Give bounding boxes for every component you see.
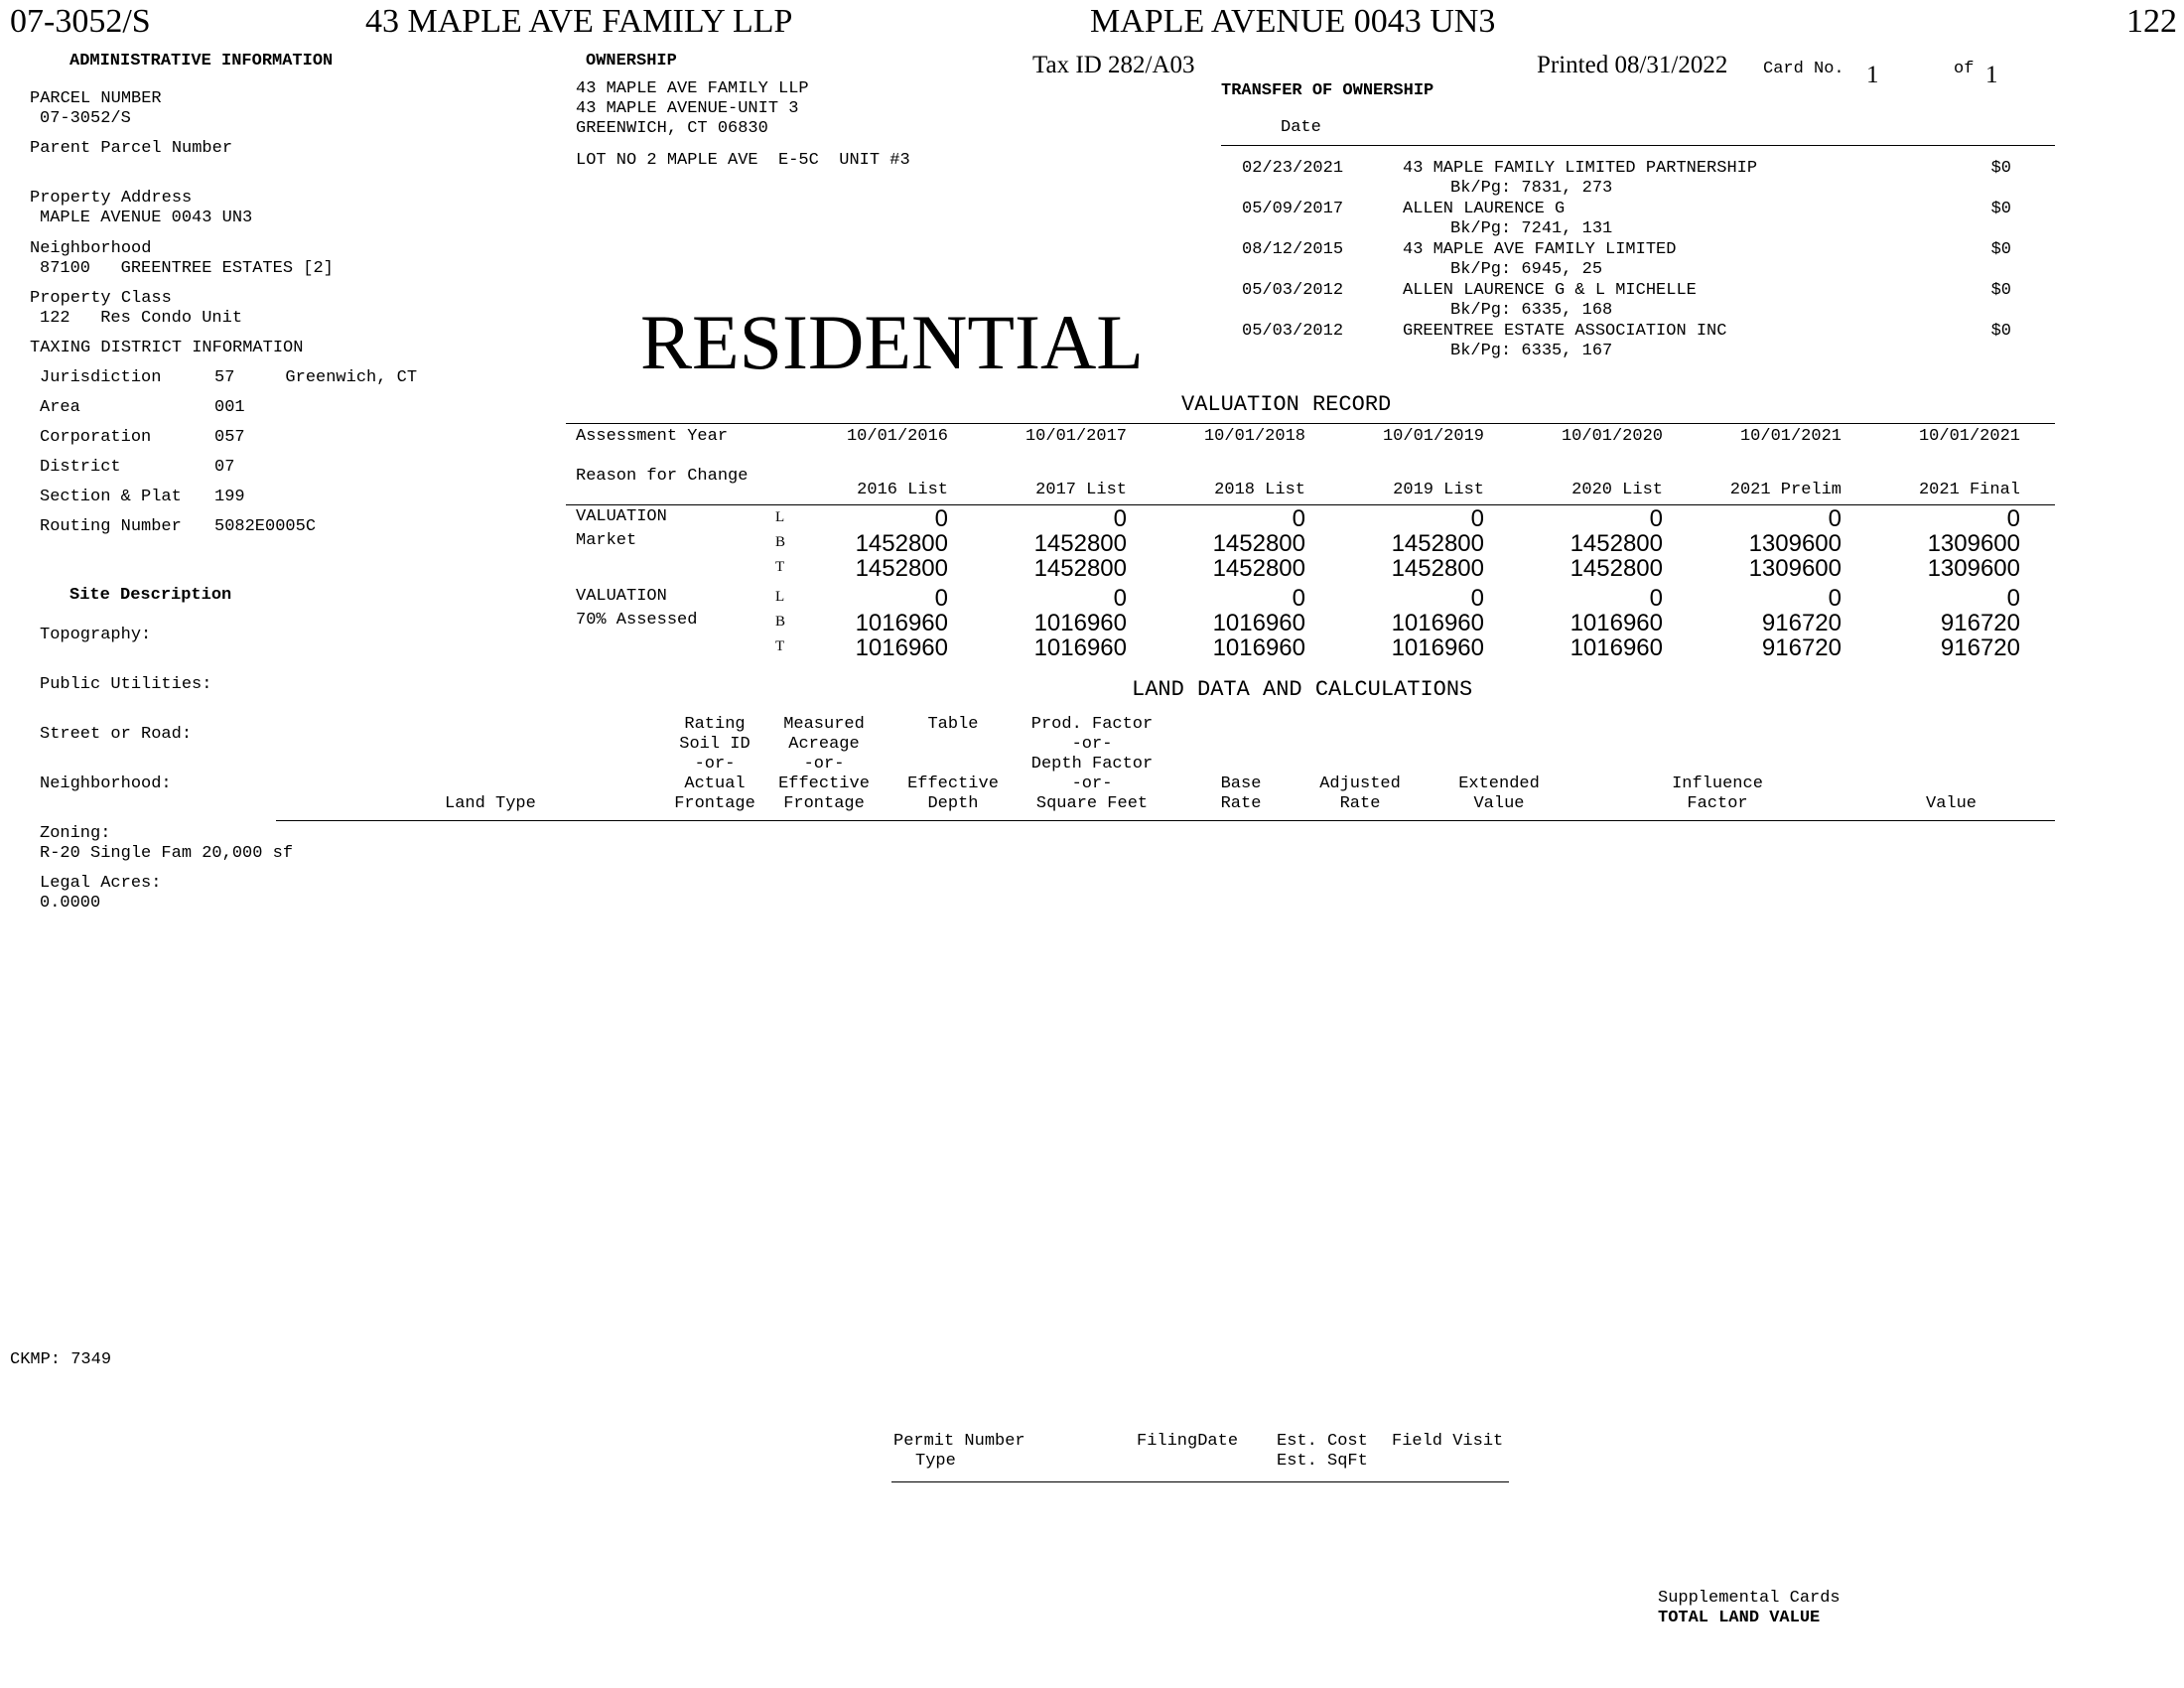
- col-prod-factor: Prod. Factor -or- Depth Factor -or- Square Feet: [1030, 715, 1154, 813]
- market-label-2: Market: [576, 531, 637, 550]
- property-type-heading: RESIDENTIAL: [640, 299, 1144, 385]
- market-value-b: 1452800: [855, 530, 948, 557]
- col-measured-acreage: Measured Acreage -or- Effective Frontage: [778, 715, 870, 813]
- assessed-label-1: VALUATION: [576, 587, 667, 606]
- reason-for-change: 2019 List: [1393, 481, 1484, 499]
- transfer-grantee: ALLEN LAURENCE G: [1403, 200, 1566, 218]
- of-label: of: [1954, 60, 1975, 78]
- district-label: District: [40, 458, 121, 477]
- owner-line-2: 43 MAPLE AVENUE-UNIT 3: [576, 99, 799, 118]
- reason-for-change: 2021 Final: [1918, 481, 2020, 499]
- row-code-b: B: [775, 614, 786, 630]
- tax-id: Tax ID 282/A03: [1032, 52, 1195, 78]
- transfer-date: 08/12/2015: [1242, 240, 1344, 259]
- market-value-l: 0: [2006, 505, 2020, 532]
- assessed-value-b: 916720: [1940, 610, 2020, 636]
- assessed-value-t: 916720: [1940, 634, 2020, 661]
- property-address: MAPLE AVENUE 0043 UN3: [40, 209, 253, 227]
- card-number: 1: [1866, 62, 1879, 88]
- transfer-title: TRANSFER OF OWNERSHIP: [1221, 81, 1434, 100]
- assessed-value-t: 1016960: [1570, 634, 1663, 661]
- area-label: Area: [40, 398, 80, 417]
- public-utilities-label: Public Utilities:: [40, 675, 212, 694]
- market-value-b: 1309600: [1927, 530, 2020, 557]
- land-data-title: LAND DATA AND CALCULATIONS: [1132, 677, 1473, 702]
- transfer-date: 05/03/2012: [1242, 322, 1344, 341]
- ownership-title: OWNERSHIP: [586, 52, 677, 70]
- col-effective-depth: Table Effective Depth: [907, 715, 999, 813]
- col-value: Value: [1926, 794, 1978, 813]
- page-code: 122: [2126, 3, 2177, 40]
- street-road-label: Street or Road:: [40, 725, 193, 744]
- property-address-label: Property Address: [30, 189, 193, 208]
- transfer-amount: $0: [1990, 240, 2011, 259]
- transfer-grantee: GREENTREE ESTATE ASSOCIATION INC: [1403, 322, 1727, 341]
- assessment-year: 10/01/2019: [1382, 427, 1484, 446]
- parcel-number: 07-3052/S: [40, 109, 131, 128]
- assessed-value-l: 0: [1828, 585, 1842, 612]
- jurisdiction-label: Jurisdiction: [40, 368, 162, 387]
- market-value-l: 0: [1292, 505, 1305, 532]
- parcel-number-label: PARCEL NUMBER: [30, 89, 162, 108]
- site-description-title: Site Description: [69, 586, 232, 605]
- zoning-value: R-20 Single Fam 20,000 sf: [40, 844, 294, 863]
- assessed-value-t: 916720: [1761, 634, 1842, 661]
- permit-header-rule: [891, 1481, 1509, 1482]
- taxing-district-title: TAXING DISTRICT INFORMATION: [30, 339, 304, 357]
- market-value-l: 0: [1470, 505, 1484, 532]
- card-total: 1: [1985, 62, 1998, 88]
- transfer-amount: $0: [1990, 281, 2011, 300]
- corporation-label: Corporation: [40, 428, 152, 447]
- neighborhood-label: Neighborhood: [30, 239, 152, 258]
- property-class-label: Property Class: [30, 289, 172, 308]
- filing-date-label: FilingDate: [1137, 1432, 1239, 1451]
- transfer-book-page: Bk/Pg: 7831, 273: [1450, 179, 1613, 198]
- assessed-value-l: 0: [934, 585, 948, 612]
- neighborhood-value: 87100 GREENTREE ESTATES [2]: [40, 259, 334, 278]
- permit-number-label: Permit Number: [893, 1432, 1025, 1451]
- reason-for-change: 2018 List: [1214, 481, 1305, 499]
- market-value-l: 0: [1113, 505, 1127, 532]
- assessed-value-b: 916720: [1761, 610, 1842, 636]
- routing-number-value: 5082E0005C: [214, 517, 317, 536]
- transfer-date: 05/09/2017: [1242, 200, 1344, 218]
- col-adjusted-rate: Adjusted Rate: [1319, 774, 1401, 813]
- jurisdiction-value: 57 Greenwich, CT: [214, 368, 418, 387]
- reason-for-change: 2021 Prelim: [1729, 481, 1842, 499]
- assessed-value-l: 0: [1470, 585, 1484, 612]
- property-header: MAPLE AVENUE 0043 UN3: [1090, 3, 1496, 40]
- assessed-value-b: 1016960: [1033, 610, 1127, 636]
- row-code-l: L: [775, 509, 785, 525]
- market-value-b: 1452800: [1570, 530, 1663, 557]
- transfer-book-page: Bk/Pg: 6945, 25: [1450, 260, 1603, 279]
- topography-label: Topography:: [40, 626, 152, 644]
- transfer-grantee: 43 MAPLE FAMILY LIMITED PARTNERSHIP: [1403, 159, 1758, 178]
- supplemental-cards-label: Supplemental Cards: [1658, 1589, 1841, 1608]
- assessed-value-t: 1016960: [1391, 634, 1484, 661]
- assessment-year: 10/01/2018: [1203, 427, 1305, 446]
- owner-line-3: GREENWICH, CT 06830: [576, 119, 768, 138]
- assessed-value-b: 1016960: [1391, 610, 1484, 636]
- market-value-b: 1452800: [1212, 530, 1305, 557]
- permit-type-label: Type: [915, 1452, 956, 1471]
- parcel-id-header: 07-3052/S: [10, 3, 151, 40]
- market-value-t: 1309600: [1748, 555, 1842, 582]
- assessment-year: 10/01/2021: [1739, 427, 1842, 446]
- transfer-header-rule: [1221, 145, 2055, 146]
- transfer-grantee: ALLEN LAURENCE G & L MICHELLE: [1403, 281, 1697, 300]
- market-value-t: 1452800: [1570, 555, 1663, 582]
- assessed-value-l: 0: [2006, 585, 2020, 612]
- col-rating-soil: Rating Soil ID -or- Actual Frontage: [674, 715, 755, 813]
- legal-acres-value: 0.0000: [40, 894, 101, 913]
- col-extended-value: Extended Value: [1458, 774, 1540, 813]
- assessed-value-l: 0: [1292, 585, 1305, 612]
- total-land-value-label: TOTAL LAND VALUE: [1658, 1609, 1821, 1627]
- market-value-t: 1309600: [1927, 555, 2020, 582]
- assessment-year: 10/01/2016: [846, 427, 948, 446]
- assessed-label-2: 70% Assessed: [576, 611, 698, 630]
- assessment-year: 10/01/2020: [1561, 427, 1663, 446]
- admin-title: ADMINISTRATIVE INFORMATION: [69, 52, 334, 70]
- valuation-top-rule: [566, 423, 2055, 424]
- field-visit-label: Field Visit: [1392, 1432, 1504, 1451]
- row-code-t: T: [775, 559, 785, 575]
- market-value-t: 1452800: [1212, 555, 1305, 582]
- market-value-l: 0: [1649, 505, 1663, 532]
- owner-name-header: 43 MAPLE AVE FAMILY LLP: [365, 3, 793, 40]
- assessed-value-l: 0: [1113, 585, 1127, 612]
- market-value-b: 1452800: [1033, 530, 1127, 557]
- col-land-type: Land Type: [445, 794, 536, 813]
- reason-for-change: 2017 List: [1035, 481, 1127, 499]
- market-label-1: VALUATION: [576, 507, 667, 526]
- assessment-year: 10/01/2017: [1024, 427, 1127, 446]
- transfer-amount: $0: [1990, 159, 2011, 178]
- zoning-label: Zoning:: [40, 824, 111, 843]
- transfer-book-page: Bk/Pg: 6335, 168: [1450, 301, 1613, 320]
- market-value-l: 0: [1828, 505, 1842, 532]
- col-base-rate: Base Rate: [1220, 774, 1262, 813]
- market-value-b: 1452800: [1391, 530, 1484, 557]
- row-code-l: L: [775, 589, 785, 605]
- routing-number-label: Routing Number: [40, 517, 182, 536]
- valuation-title: VALUATION RECORD: [1181, 392, 1392, 417]
- assessed-value-l: 0: [1649, 585, 1663, 612]
- transfer-date: 02/23/2021: [1242, 159, 1344, 178]
- corporation-value: 057: [214, 428, 245, 447]
- transfer-date-label: Date: [1281, 118, 1321, 137]
- section-plat-label: Section & Plat: [40, 488, 182, 506]
- owner-line-1: 43 MAPLE AVE FAMILY LLP: [576, 79, 809, 98]
- transfer-amount: $0: [1990, 322, 2011, 341]
- section-plat-value: 199: [214, 488, 245, 506]
- market-value-t: 1452800: [1033, 555, 1127, 582]
- assessed-value-t: 1016960: [1212, 634, 1305, 661]
- assessed-value-b: 1016960: [1212, 610, 1305, 636]
- area-value: 001: [214, 398, 245, 417]
- transfer-date: 05/03/2012: [1242, 281, 1344, 300]
- reason-for-change: 2020 List: [1571, 481, 1663, 499]
- row-code-t: T: [775, 638, 785, 654]
- assessed-value-b: 1016960: [855, 610, 948, 636]
- transfer-amount: $0: [1990, 200, 2011, 218]
- assessed-value-b: 1016960: [1570, 610, 1663, 636]
- market-value-t: 1452800: [855, 555, 948, 582]
- col-influence-factor: Influence Factor: [1672, 774, 1763, 813]
- reason-for-change-label: Reason for Change: [576, 467, 749, 486]
- est-cost-label: Est. Cost: [1277, 1432, 1368, 1451]
- legal-description: LOT NO 2 MAPLE AVE E-5C UNIT #3: [576, 151, 910, 170]
- transfer-book-page: Bk/Pg: 7241, 131: [1450, 219, 1613, 238]
- site-neighborhood-label: Neighborhood:: [40, 774, 172, 793]
- assessed-value-t: 1016960: [1033, 634, 1127, 661]
- reason-for-change: 2016 List: [857, 481, 948, 499]
- property-class-value: 122 Res Condo Unit: [40, 309, 243, 328]
- parent-parcel-label: Parent Parcel Number: [30, 139, 233, 158]
- district-value: 07: [214, 458, 235, 477]
- assessed-value-t: 1016960: [855, 634, 948, 661]
- land-header-rule: [276, 820, 2055, 821]
- market-value-t: 1452800: [1391, 555, 1484, 582]
- transfer-book-page: Bk/Pg: 6335, 167: [1450, 342, 1613, 360]
- est-sqft-label: Est. SqFt: [1277, 1452, 1368, 1471]
- market-value-l: 0: [934, 505, 948, 532]
- transfer-grantee: 43 MAPLE AVE FAMILY LIMITED: [1403, 240, 1677, 259]
- printed-date: Printed 08/31/2022: [1537, 52, 1728, 78]
- assessment-year: 10/01/2021: [1918, 427, 2020, 446]
- row-code-b: B: [775, 534, 786, 550]
- ckmp-code: CKMP: 7349: [10, 1350, 112, 1369]
- assessment-year-label: Assessment Year: [576, 427, 729, 446]
- card-label: Card No.: [1763, 60, 1844, 78]
- legal-acres-label: Legal Acres:: [40, 874, 162, 893]
- market-value-b: 1309600: [1748, 530, 1842, 557]
